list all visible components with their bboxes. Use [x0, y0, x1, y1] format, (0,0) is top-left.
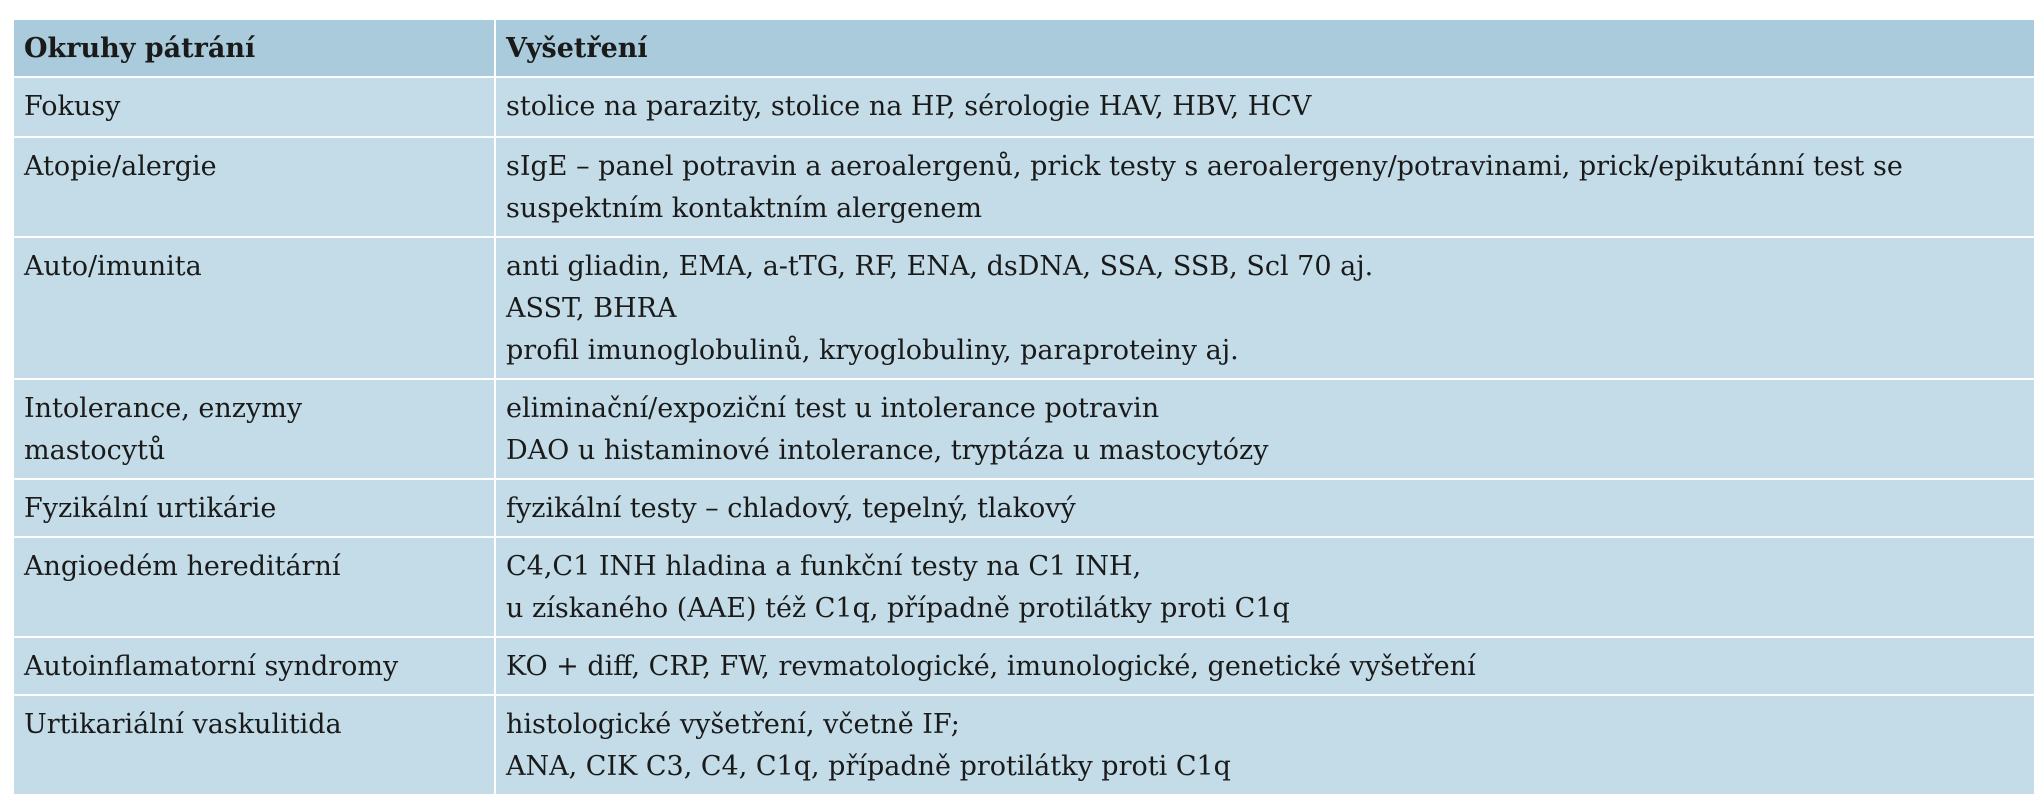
category-cell: [13, 137, 495, 237]
header-examinations: Vyšetření: [495, 19, 2035, 77]
table-row: [13, 695, 2035, 795]
category-text: Angioedém hereditární: [24, 551, 341, 582]
exam-text: histologické vyšetření, včetně IF;: [506, 709, 960, 740]
table-header-row: [13, 19, 2035, 77]
table-row: [13, 137, 2035, 237]
category-text: Autoinflamatorní syndromy: [24, 651, 399, 682]
category-cell: [13, 479, 495, 537]
category-text: Intolerance, enzymy: [24, 393, 303, 424]
category-text: Auto/imunita: [24, 251, 202, 282]
exam-text: stolice na parazity, stolice na HP, sérologie HAV, HBV, HCV: [506, 91, 1312, 122]
exam-text: u získaného (AAE) též C1q, případně protilátky proti C1q: [506, 593, 1290, 624]
table-row: [13, 77, 2035, 137]
exam-text: sIgE – panel potravin a aeroalergenů, prick testy s aeroalergeny/potravinami, prick/epikutánní test se: [506, 151, 1903, 182]
category-text: Fokusy: [24, 91, 121, 122]
category-cell: [13, 695, 495, 795]
category-cell: [13, 379, 495, 479]
exam-text: C4,C1 INH hladina a funkční testy na C1 INH,: [506, 551, 1142, 582]
exam-text: ASST, BHRA: [506, 293, 677, 324]
exams-cell: [495, 695, 2035, 795]
exam-text: KO + diff, CRP, FW, revmatologické, imunologické, genetické vyšetření: [506, 651, 1476, 682]
exams-cell: [495, 637, 2035, 695]
category-cell: [13, 77, 495, 137]
exam-text: eliminační/expoziční test u intolerance potravin: [506, 393, 1160, 424]
table-row: [13, 379, 2035, 479]
category-cell: [13, 537, 495, 637]
examination-table-container: [12, 18, 2036, 782]
category-cell: [13, 637, 495, 695]
category-text: Atopie/alergie: [24, 151, 217, 182]
category-text: Fyzikální urtikárie: [24, 493, 277, 524]
category-cell: [13, 237, 495, 379]
exams-cell: [495, 379, 2035, 479]
category-text: mastocytů: [24, 435, 166, 466]
exam-text: suspektním kontaktním alergenem: [506, 193, 983, 224]
table-row: [13, 237, 2035, 379]
table-row: [13, 637, 2035, 695]
exams-cell: [495, 479, 2035, 537]
table-row: [13, 537, 2035, 637]
exams-cell: [495, 77, 2035, 137]
table-row: [13, 479, 2035, 537]
header-search-areas: Okruhy pátrání: [13, 19, 495, 77]
exam-text: anti gliadin, EMA, a-tTG, RF, ENA, dsDNA, SSA, SSB, Scl 70 aj.: [506, 251, 1374, 282]
exams-cell: [495, 537, 2035, 637]
category-text: Urtikariální vaskulitida: [24, 709, 342, 740]
exams-cell: [495, 237, 2035, 379]
exam-text: fyzikální testy – chladový, tepelný, tlakový: [506, 493, 1076, 524]
exam-text: ANA, CIK C3, C4, C1q, případně protilátky proti C1q: [506, 751, 1231, 782]
exam-text: profil imunoglobulinů, kryoglobuliny, paraproteiny aj.: [506, 335, 1239, 366]
exams-cell: [495, 137, 2035, 237]
exam-text: DAO u histaminové intolerance, tryptáza u mastocytózy: [506, 435, 1269, 466]
examination-table: [12, 18, 2036, 796]
